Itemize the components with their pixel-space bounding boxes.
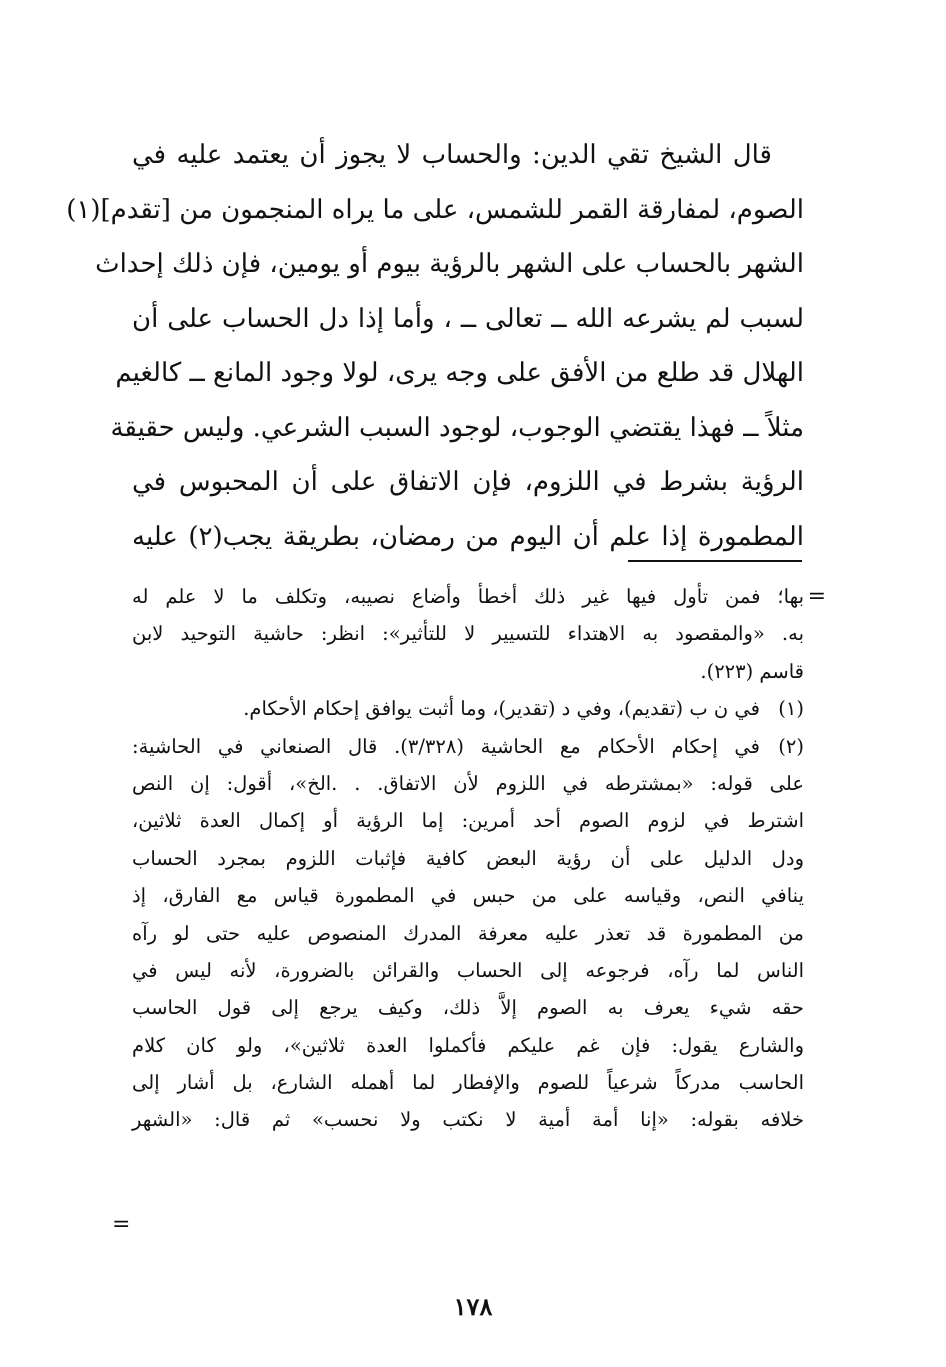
footnote-2-line: ينافي النص، وقياسه على من حبس في المطمورة قياس مع الفارق، إذ xyxy=(132,884,804,908)
footnote-end-marker: = xyxy=(112,1212,131,1237)
footnote-2-line: الناس لما رآه، فرجوعه إلى الحساب والقرائن بالضرورة، لأنه ليس في xyxy=(132,958,804,982)
main-text-block xyxy=(66,128,804,564)
footnote-2-line: والشارع يقول: فإن غم عليكم فأكملوا العدة ثلاثين»، ولو كان كلام xyxy=(132,1033,804,1057)
main-text-line: قال الشيخ تقي الدين: والحساب لا يجوز أن يعتمد عليه في xyxy=(132,140,772,170)
footnote-separator xyxy=(628,560,802,562)
main-text-line: مثلاً ــ فهذا يقتضي الوجوب، لوجود السبب الشرعي. وليس حقيقة xyxy=(110,412,804,443)
footnote-2-line: على قوله: «بمشترطه في اللزوم لأن الاتفاق. . .الخ»، أقول: إن النص xyxy=(132,771,804,795)
footnote-2-line: حقه شيء يعرف به الصوم إلاَّ ذلك، وكيف يرجع إلى قول الحاسب xyxy=(132,996,804,1020)
footnote-1-number: (١) xyxy=(778,697,804,721)
footnote-continuation-line: قاسم (٢٢٣). xyxy=(700,659,804,683)
main-text-line: الصوم، لمفارقة القمر للشمس، على ما يراه المنجمون من [تقدم](١) xyxy=(66,194,804,225)
footnote-2-line: في إحكام الأحكام مع الحاشية (٣/٣٢٨). قال الصنعاني في الحاشية: xyxy=(132,734,760,758)
footnote-2-line: من المطمورة قد تعذر عليه معرفة المدرك المنصوص عليه حتى لو رآه xyxy=(132,921,804,945)
footnote-continuation-line: به. «والمقصود به الاهتداء للتسيير لا للتأثير»: انظر: حاشية التوحيد لابن xyxy=(132,622,804,646)
main-text-line: الشهر بالحساب على الشهر بالرؤية بيوم أو يومين، فإن ذلك إحداث xyxy=(95,249,804,279)
main-text-line: لسبب لم يشرعه الله ــ تعالى ــ ، وأما إذا دل الحساب على أن xyxy=(132,303,804,334)
footnote-continuation-marker: = xyxy=(807,584,826,609)
footnotes-block xyxy=(132,578,804,1139)
footnote-continuation-line: بها؛ فمن تأول فيها غير ذلك أخطأ وأضاع نصيبه، وتكلف ما لا علم له xyxy=(132,585,804,608)
page-number: ١٧٨ xyxy=(453,1292,493,1321)
main-text-line: الهلال قد طلع من الأفق على وجه يرى، لولا وجود المانع ــ كالغيم xyxy=(115,358,804,388)
main-text-line: الرؤية بشرط في اللزوم، فإن الاتفاق على أن المحبوس في xyxy=(132,467,804,497)
footnote-2 xyxy=(132,728,804,1139)
footnote-1 xyxy=(132,690,804,727)
footnote-2-line: خلافه بقوله: «إنا أمة أمية لا نكتب ولا نحسب» ثم قال: «الشهر xyxy=(132,1108,804,1132)
footnote-2-line: الحاسب مدركاً شرعياً للصوم والإفطار لما أهمله الشارع، بل أشار إلى xyxy=(132,1071,804,1095)
footnote-2-line: اشترط في لزوم الصوم أحد أمرين: إما الرؤية أو إكمال العدة ثلاثين، xyxy=(132,809,804,833)
footnote-2-line: ودل الدليل على أن رؤية البعض كافية فإثبات اللزوم بمجرد الحساب xyxy=(132,846,804,870)
footnote-2-number: (٢) xyxy=(778,734,804,758)
footnote-1-text: في ن ب (تقديم)، وفي د (تقدير)، وما أثبت يوافق إحكام الأحكام. xyxy=(243,697,760,721)
main-text-line: المطمورة إذا علم أن اليوم من رمضان، بطريقة يجب(٢) عليه xyxy=(132,521,804,552)
